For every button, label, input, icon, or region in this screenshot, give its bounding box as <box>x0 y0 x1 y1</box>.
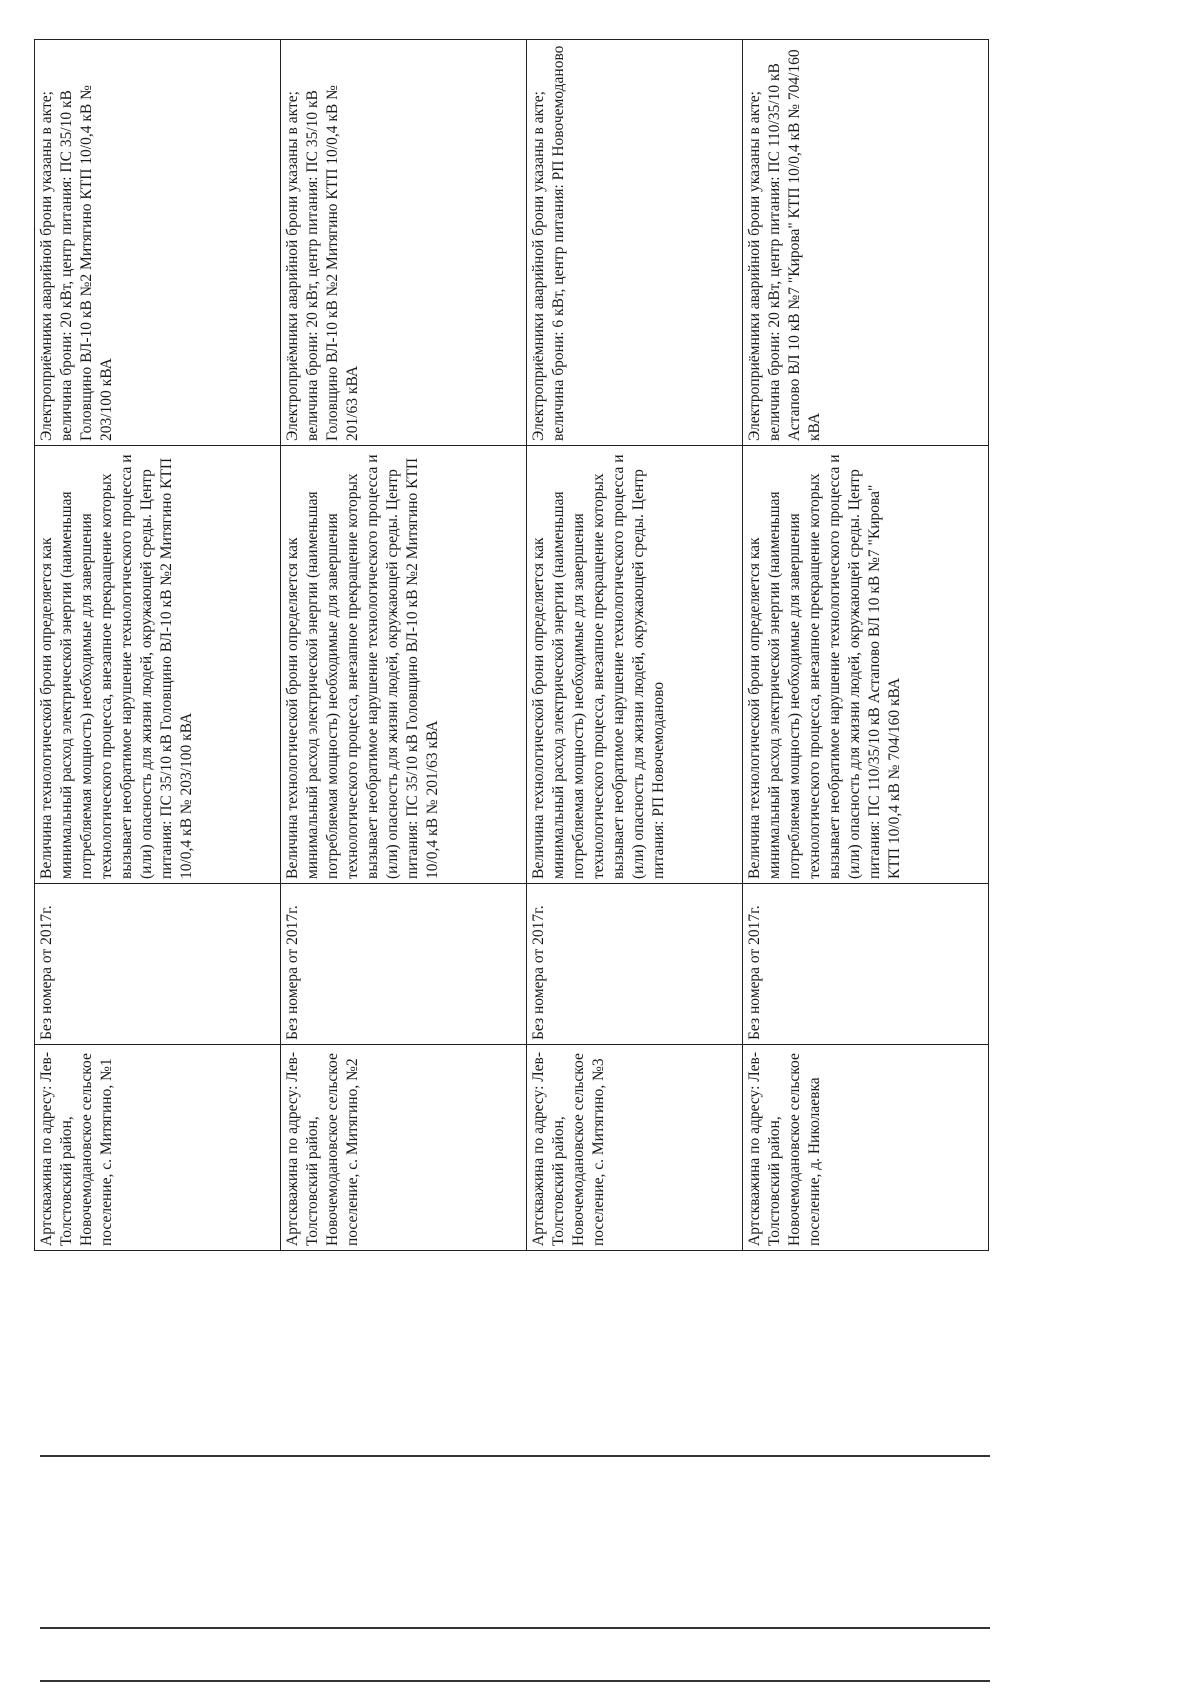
emergency-reserve-cell: Электроприёмники аварийной брони указаны в акте; величина брони: 20 кВт, центр питания: ПС 35/10 кВ Головщино ВЛ-10 кВ №2 Митягино КТП 10/0,4 кВ № 201/63 кВА <box>280 40 526 446</box>
table-row <box>526 40 742 1251</box>
margin-rule <box>40 1627 990 1629</box>
table-row <box>280 40 526 1251</box>
object-address-cell: Артскважина по адресу: Лев-Толстовский район, Новочемодановское сельское поселение, с. Митягино, №2 <box>280 1045 526 1251</box>
table-row <box>743 40 989 1251</box>
act-reference-cell: Без номера от 2017г. <box>526 884 742 1045</box>
margin-rule <box>40 1680 990 1682</box>
emergency-reserve-cell: Электроприёмники аварийной брони указаны в акте; величина брони: 20 кВт, центр питания: ПС 110/35/10 кВ Астапово ВЛ 10 кВ №7 "Кирова" КТП 10/0,4 кВ № 704/160 кВА <box>743 40 989 446</box>
technological-reserve-cell: Величина технологической брони определяется как минимальный расход электрической энергии (наименьшая потребляемая мощность) необходимые для завершения технологического процесса, внезапное прекращение которых вызывает необратимое нарушение технологического процесса и (или) опасность для жизни людей, окружающей среды. Центр питания: ПС 110/35/10 кВ Астапово ВЛ 10 кВ №7 "Кирова" КТП 10/0,4 кВ № 704/160 кВА <box>743 446 989 884</box>
act-reference-cell: Без номера от 2017г. <box>280 884 526 1045</box>
rotated-table-region <box>34 40 989 1251</box>
act-reference-cell: Без номера от 2017г. <box>743 884 989 1045</box>
reservation-table <box>34 39 989 1251</box>
emergency-reserve-cell: Электроприёмники аварийной брони указаны в акте; величина брони: 6 кВт, центр питания: РП Новочемоданово <box>526 40 742 446</box>
object-address-cell: Артскважина по адресу: Лев-Толстовский район, Новочемодановское сельское поселение, с. Митягино, №3 <box>526 1045 742 1251</box>
technological-reserve-cell: Величина технологической брони определяется как минимальный расход электрической энергии (наименьшая потребляемая мощность) необходимые для завершения технологического процесса, внезапное прекращение которых вызывает необратимое нарушение технологического процесса и (или) опасность для жизни людей, окружающей среды. Центр питания: ПС 35/10 кВ Головщино ВЛ-10 кВ №2 Митягино КТП 10/0,4 кВ № 203/100 кВА <box>35 446 281 884</box>
technological-reserve-cell: Величина технологической брони определяется как минимальный расход электрической энергии (наименьшая потребляемая мощность) необходимые для завершения технологического процесса, внезапное прекращение которых вызывает необратимое нарушение технологического процесса и (или) опасность для жизни людей, окружающей среды. Центр питания: ПС 35/10 кВ Головщино ВЛ-10 кВ №2 Митягино КТП 10/0,4 кВ № 201/63 кВА <box>280 446 526 884</box>
margin-rule <box>40 1455 990 1457</box>
emergency-reserve-cell: Электроприёмники аварийной брони указаны в акте; величина брони: 20 кВт, центр питания: ПС 35/10 кВ Головщино ВЛ-10 кВ №2 Митягино КТП 10/0,4 кВ № 203/100 кВА <box>35 40 281 446</box>
object-address-cell: Артскважина по адресу: Лев-Толстовский район, Новочемодановское сельское поселение, с. Митягино, №1 <box>35 1045 281 1251</box>
technological-reserve-cell: Величина технологической брони определяется как минимальный расход электрической энергии (наименьшая потребляемая мощность) необходимые для завершения технологического процесса, внезапное прекращение которых вызывает необратимое нарушение технологического процесса и (или) опасность для жизни людей, окружающей среды. Центр питания: РП Новочемоданово <box>526 446 742 884</box>
object-address-cell: Артскважина по адресу: Лев-Толстовский район, Новочемодановское сельское поселение, д. Николаевка <box>743 1045 989 1251</box>
act-reference-cell: Без номера от 2017г. <box>35 884 281 1045</box>
table-row <box>35 40 281 1251</box>
